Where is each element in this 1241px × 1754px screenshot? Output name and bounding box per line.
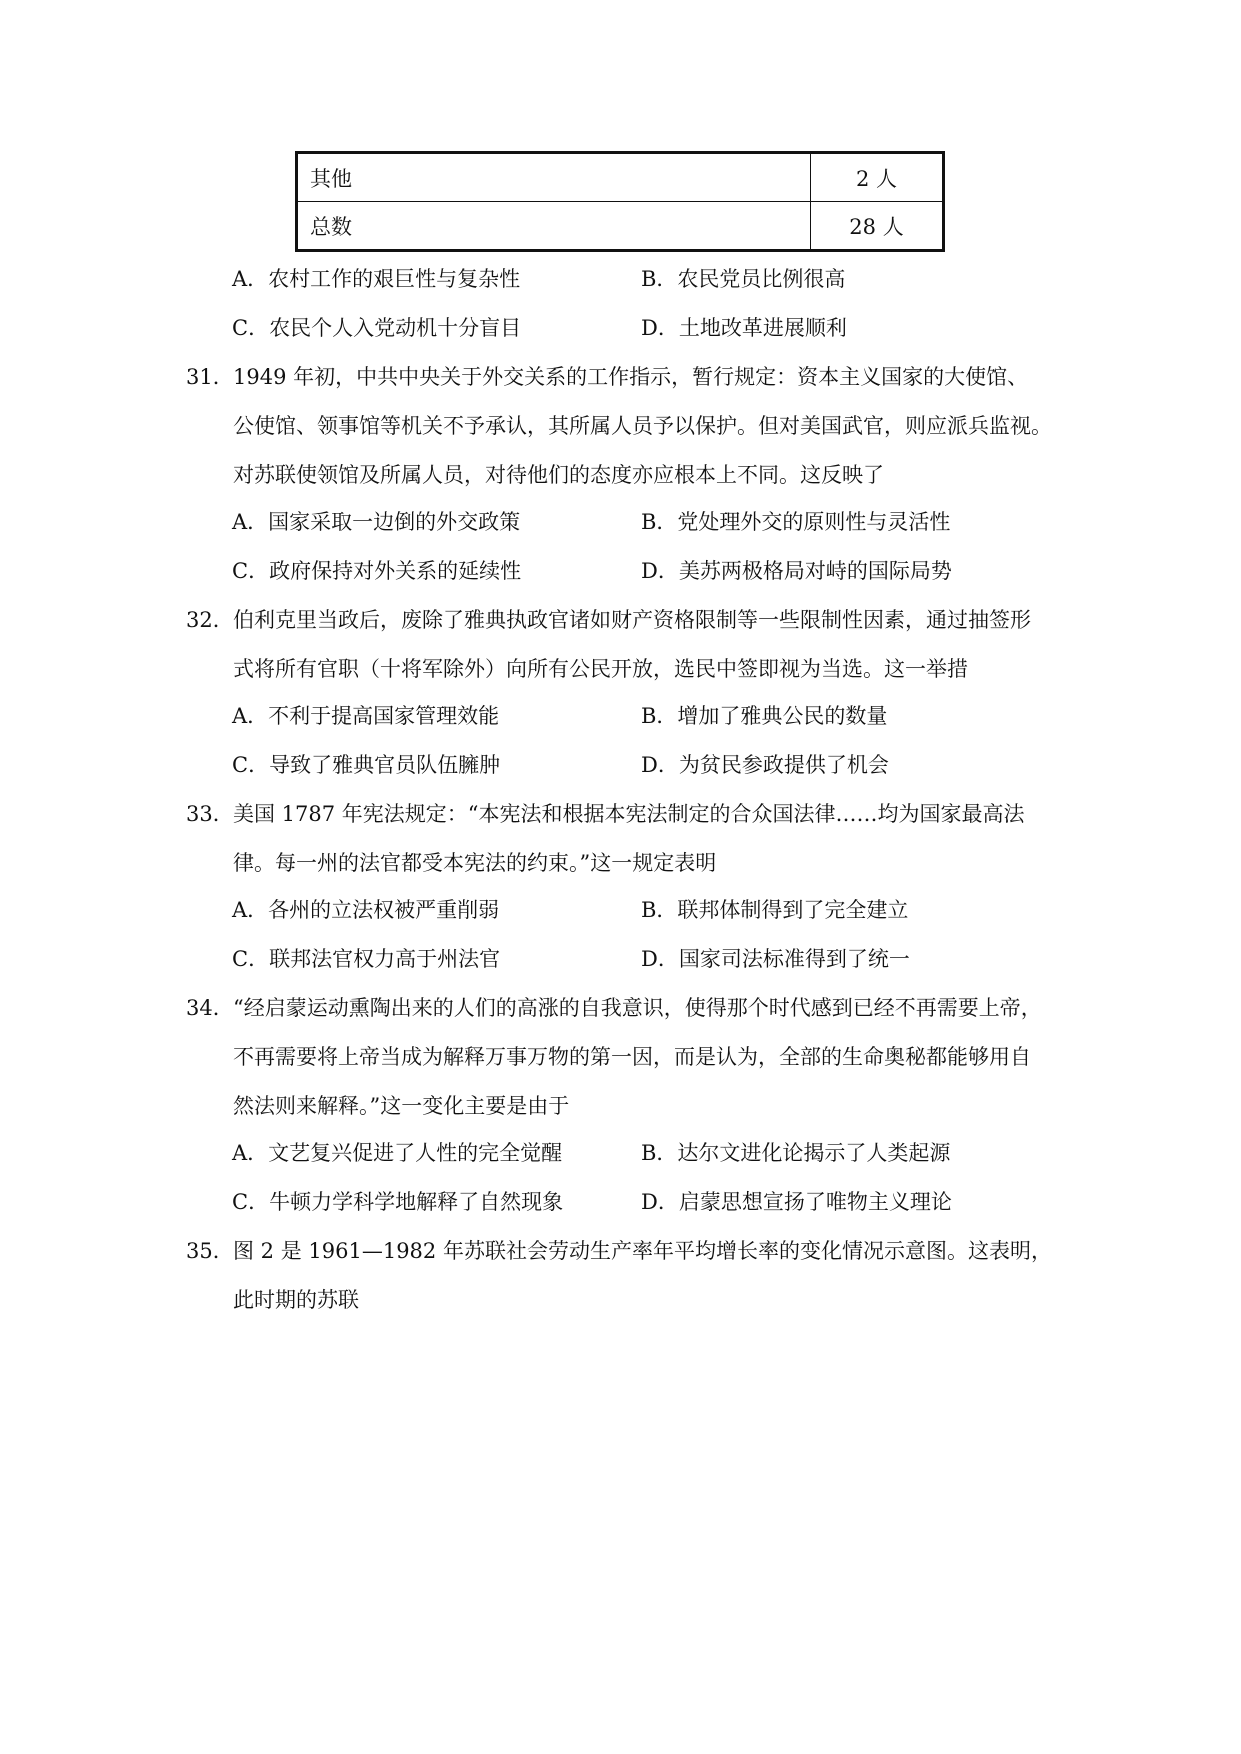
option-d: D．启蒙思想宣扬了唯物主义理论: [641, 1190, 952, 1214]
table-cell-value: 28 人: [811, 202, 944, 251]
option-b: B．达尔文进化论揭示了人类起源: [641, 1141, 951, 1165]
option-a: A．农村工作的艰巨性与复杂性: [232, 267, 521, 291]
option-a: A．文艺复兴促进了人性的完全觉醒: [232, 1141, 563, 1165]
question-text-line: 然法则来解释。”这一变化主要是由于: [233, 1094, 570, 1118]
option-b: B．农民党员比例很高: [641, 267, 846, 291]
option-c: C．导致了雅典官员队伍臃肿: [232, 753, 501, 777]
question-number: 31．: [186, 365, 234, 389]
table-cell-label: 总数: [297, 202, 811, 251]
table-row: [297, 153, 944, 202]
question-text-line: 律。每一州的法官都受本宪法的约束。”这一规定表明: [233, 851, 717, 875]
question-number: 33．: [186, 802, 234, 826]
option-c: C．政府保持对外关系的延续性: [232, 559, 522, 583]
question-text-line: “经启蒙运动熏陶出来的人们的高涨的自我意识，使得那个时代感到已经不再需要上帝，: [233, 996, 1042, 1020]
table-cell-value: 2 人: [811, 153, 944, 202]
question-number: 34．: [186, 996, 234, 1020]
option-c: C．农民个人入党动机十分盲目: [232, 316, 522, 340]
question-number: 35．: [186, 1239, 234, 1263]
question-32: [186, 596, 1086, 694]
option-a: A．国家采取一边倒的外交政策: [232, 510, 521, 534]
option-c: C．牛顿力学科学地解释了自然现象: [232, 1190, 564, 1214]
question-text-line: 1949 年初，中共中央关于外交关系的工作指示，暂行规定：资本主义国家的大使馆、: [233, 365, 1029, 389]
stats-table: [295, 151, 945, 252]
question-text-line: 美国 1787 年宪法规定：“本宪法和根据本宪法制定的合众国法律……均为国家最高法: [233, 802, 1025, 826]
question-text-line: 公使馆、领事馆等机关不予承认，其所属人员予以保护。但对美国武官，则应派兵监视。: [233, 414, 1052, 438]
option-b: B．党处理外交的原则性与灵活性: [641, 510, 951, 534]
option-a: A．各州的立法权被严重削弱: [232, 898, 500, 922]
option-d: D．土地改革进展顺利: [641, 316, 847, 340]
question-34: [186, 984, 1086, 1131]
question-text-line: 式将所有官职（十将军除外）向所有公民开放，选民中签即视为当选。这一举措: [233, 657, 968, 681]
option-d: D．为贫民参政提供了机会: [641, 753, 889, 777]
question-text-line: 图 2 是 1961—1982 年苏联社会劳动生产率年平均增长率的变化情况示意图。这表明，: [233, 1239, 1052, 1263]
question-35: [186, 1227, 1086, 1325]
table-cell-label: 其他: [297, 153, 811, 202]
table-row: [297, 202, 944, 251]
question-31: [186, 353, 1086, 500]
question-33: [186, 790, 1086, 888]
option-d: D．国家司法标准得到了统一: [641, 947, 910, 971]
question-number: 32．: [186, 608, 234, 632]
question-text-line: 不再需要将上帝当成为解释万事万物的第一因，而是认为，全部的生命奥秘都能够用自: [233, 1045, 1031, 1069]
option-b: B．联邦体制得到了完全建立: [641, 898, 909, 922]
question-text-line: 对苏联使领馆及所属人员，对待他们的态度亦应根本上不同。这反映了: [233, 463, 884, 487]
option-a: A．不利于提高国家管理效能: [232, 704, 500, 728]
question-text-line: 伯利克里当政后，废除了雅典执政官诸如财产资格限制等一些限制性因素，通过抽签形: [233, 608, 1031, 632]
option-b: B．增加了雅典公民的数量: [641, 704, 888, 728]
question-text-line: 此时期的苏联: [233, 1288, 359, 1312]
option-c: C．联邦法官权力高于州法官: [232, 947, 501, 971]
option-d: D．美苏两极格局对峙的国际局势: [641, 559, 952, 583]
